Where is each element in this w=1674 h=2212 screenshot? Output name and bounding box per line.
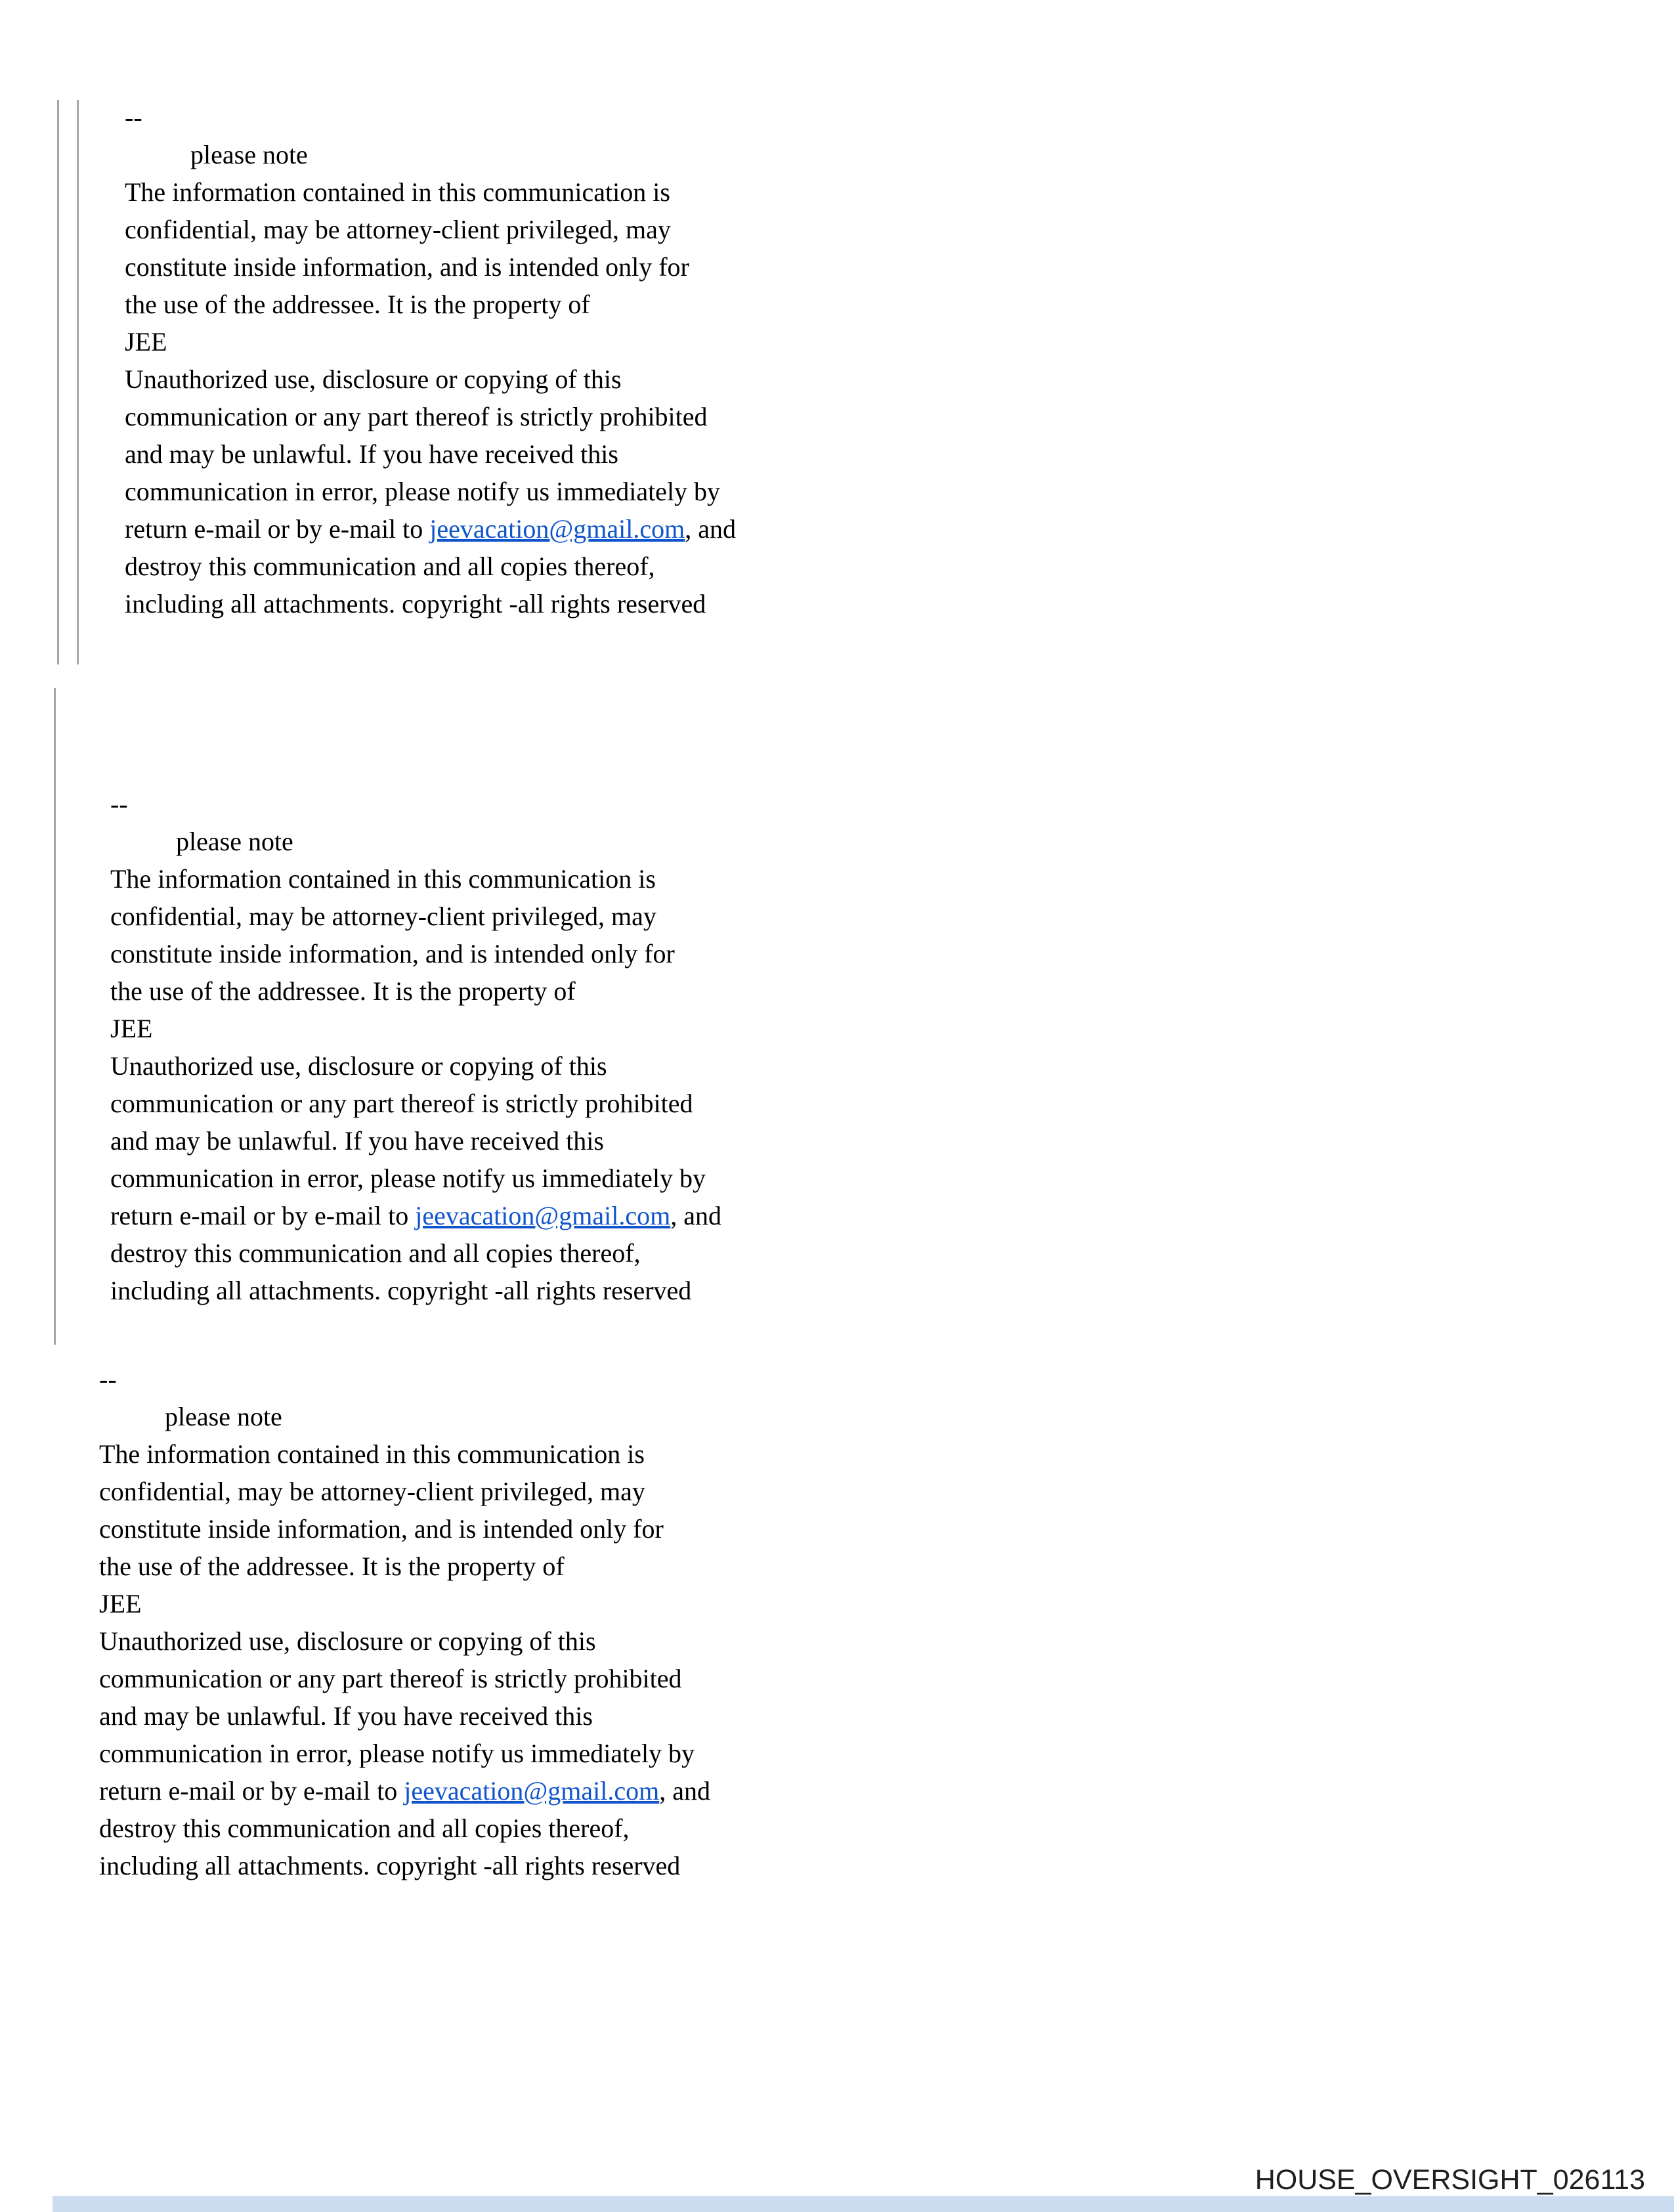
email-link[interactable]: jeevacation@gmail.com: [404, 1776, 660, 1806]
disclaimer-block-3: [99, 1360, 710, 1884]
disclaimer-line: Unauthorized use, disclosure or copying of this: [125, 364, 622, 394]
disclaimer-line: the use of the addressee. It is the property of: [110, 976, 576, 1006]
disclaimer-line: constitute inside information, and is intended only for: [110, 939, 675, 968]
disclaimer-line: including all attachments. copyright -all rights reserved: [99, 1851, 681, 1880]
disclaimer-line: communication in error, please notify us immediately by: [125, 477, 721, 506]
disclaimer-line: The information contained in this communication is: [99, 1439, 645, 1469]
disclaimer-line-with-link: [125, 510, 736, 548]
disclaimer-line: destroy this communication and all copies thereof,: [99, 1813, 630, 1843]
email-link[interactable]: jeevacation@gmail.com: [429, 514, 685, 544]
link-suffix-text: , and: [659, 1776, 710, 1806]
disclaimer-block-1: [125, 98, 736, 622]
company-abbrev: JEE: [125, 327, 167, 357]
disclaimer-line: the use of the addressee. It is the property of: [125, 290, 590, 319]
disclaimer-line: communication in error, please notify us immediately by: [110, 1163, 706, 1193]
quote-bar: [54, 688, 56, 1345]
disclaimer-line: The information contained in this communication is: [110, 864, 656, 894]
disclaimer-line: communication or any part thereof is strictly prohibited: [110, 1089, 693, 1118]
disclaimer-line: and may be unlawful. If you have received this: [125, 439, 618, 469]
please-note-label: please note: [176, 827, 293, 856]
email-link[interactable]: jeevacation@gmail.com: [415, 1201, 671, 1230]
please-note-label: please note: [190, 140, 308, 169]
link-prefix-text: return e-mail or by e-mail to: [99, 1776, 404, 1806]
disclaimer-line: confidential, may be attorney-client privileged, may: [99, 1477, 645, 1506]
disclaimer-line: constitute inside information, and is intended only for: [99, 1514, 664, 1544]
disclaimer-line: communication or any part thereof is strictly prohibited: [99, 1664, 682, 1693]
disclaimer-line: The information contained in this communication is: [125, 177, 670, 207]
disclaimer-line: Unauthorized use, disclosure or copying of this: [99, 1626, 596, 1656]
disclaimer-line: confidential, may be attorney-client privileged, may: [110, 901, 656, 931]
link-prefix-text: return e-mail or by e-mail to: [125, 514, 430, 544]
disclaimer-line-with-link: [110, 1197, 721, 1234]
quote-dashes: --: [125, 102, 142, 132]
disclaimer-line: confidential, may be attorney-client privileged, may: [125, 215, 671, 244]
disclaimer-line: and may be unlawful. If you have received this: [99, 1701, 593, 1731]
disclaimer-line: including all attachments. copyright -all rights reserved: [125, 589, 706, 618]
quote-dashes: --: [110, 789, 128, 819]
disclaimer-line: destroy this communication and all copies thereof,: [110, 1238, 641, 1268]
company-abbrev: JEE: [110, 1014, 153, 1043]
disclaimer-block-2: [110, 785, 721, 1309]
disclaimer-line-with-link: [99, 1772, 710, 1810]
company-abbrev: JEE: [99, 1589, 142, 1618]
disclaimer-line: the use of the addressee. It is the property of: [99, 1551, 565, 1581]
disclaimer-line: communication or any part thereof is strictly prohibited: [125, 402, 708, 431]
quote-bar: [57, 100, 59, 664]
disclaimer-line: communication in error, please notify us immediately by: [99, 1739, 695, 1768]
bottom-highlight-strip: [53, 2196, 1674, 2212]
quote-bar: [77, 100, 79, 664]
disclaimer-line: destroy this communication and all copies thereof,: [125, 552, 655, 581]
disclaimer-line: and may be unlawful. If you have received this: [110, 1126, 604, 1156]
disclaimer-line: constitute inside information, and is intended only for: [125, 252, 689, 282]
bates-number: HOUSE_OVERSIGHT_026113: [1255, 2164, 1645, 2196]
disclaimer-line: including all attachments. copyright -all rights reserved: [110, 1276, 692, 1305]
link-suffix-text: , and: [685, 514, 736, 544]
link-prefix-text: return e-mail or by e-mail to: [110, 1201, 416, 1230]
quote-dashes: --: [99, 1364, 117, 1394]
disclaimer-line: Unauthorized use, disclosure or copying of this: [110, 1051, 607, 1081]
please-note-label: please note: [165, 1402, 282, 1431]
link-suffix-text: , and: [670, 1201, 721, 1230]
